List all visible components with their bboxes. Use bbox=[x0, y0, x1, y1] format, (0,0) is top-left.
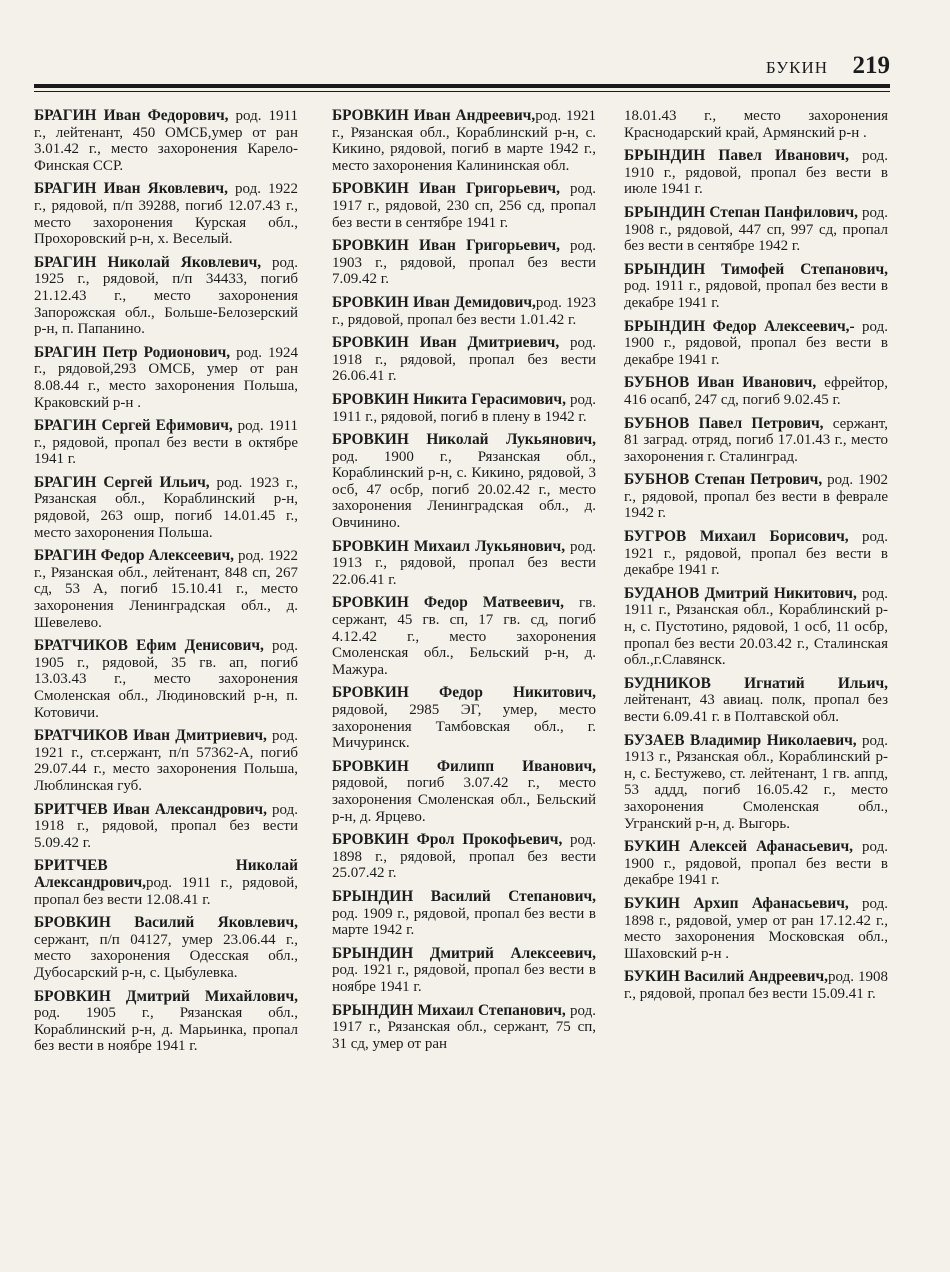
entry-name: БРОВКИН Михаил Лукьянович, bbox=[332, 537, 566, 555]
entry-name: БУГРОВ Михаил Борисович, bbox=[624, 528, 849, 546]
entry bbox=[332, 832, 596, 882]
running-head: БУКИН bbox=[765, 58, 828, 77]
entry bbox=[34, 345, 298, 411]
entry bbox=[332, 946, 596, 996]
entry bbox=[624, 262, 888, 312]
entry-name: БРОВКИН Иван Григорьевич, bbox=[332, 237, 560, 255]
entry-text: род. 1913 г., рядовой, пропал без вести 22.06.41 г. bbox=[332, 538, 596, 588]
entry-name: БРОВКИН Федор Никитович, bbox=[332, 684, 596, 702]
entry bbox=[34, 915, 298, 981]
entry-name: БРЫНДИН Дмитрий Алексеевич, bbox=[332, 944, 596, 962]
entry-text: род. 1922 г., Рязанская обл., лейтенант, 848 сп, 267 сд, 53 А, погиб 15.10.41 г., место захоронения Ленинградская обл., д. Шевелево. bbox=[34, 548, 298, 631]
entry-text: род. 1924 г., рядовой,293 ОМСБ, умер от ран 8.08.44 г., место захоронения Польша, Краковский р-н . bbox=[34, 344, 298, 411]
entry bbox=[34, 858, 298, 908]
header-rule-thin bbox=[34, 91, 890, 92]
entry-text: род. 1900 г., рядовой, пропал без вести в декабре 1941 г. bbox=[624, 318, 889, 368]
entry-name: БРИТЧЕВ Иван Александрович, bbox=[34, 800, 267, 818]
entry bbox=[332, 335, 596, 385]
entry-name: БУДНИКОВ Игнатий Ильич, bbox=[624, 674, 888, 692]
entry bbox=[332, 685, 596, 751]
entry bbox=[624, 586, 888, 669]
entry bbox=[34, 255, 298, 338]
entry-name: БРЫНДИН Василий Степанович, bbox=[332, 887, 596, 905]
entry bbox=[34, 802, 298, 852]
entry-text: рядовой, 2985 ЭГ, умер, место захоронения Тамбовская обл., г. Мичуринск. bbox=[332, 702, 596, 752]
entry-text: род. 1905 г., Рязанская обл., Кораблинский р-н, д. Марьинка, пропал без вести в ноябре 1941 г. bbox=[34, 1005, 298, 1055]
entry bbox=[332, 108, 596, 174]
entry-text: род. 1898 г., рядовой, пропал без вести 25.07.42 г. bbox=[332, 832, 596, 882]
entry-text: род. 1923 г., рядовой, пропал без вести 1.01.42 г. bbox=[332, 294, 596, 328]
entry-name: БРОВКИН Николай Лукьянович, bbox=[332, 431, 596, 449]
entry-name: БРАТЧИКОВ Иван Дмитриевич, bbox=[34, 727, 267, 745]
entry-name: БРАГИН Иван Федорович, bbox=[34, 107, 229, 124]
entry-text: род. 1911 г., рядовой, пропал без вести в октябре 1941 г. bbox=[34, 418, 298, 468]
entry-name: БРОВКИН Иван Дмитриевич, bbox=[332, 334, 560, 352]
entry-name: БРАГИН Николай Яковлевич, bbox=[34, 253, 262, 271]
header-rule-thick bbox=[34, 84, 890, 88]
entry-name: БРЫНДИН Степан Панфилович, bbox=[624, 203, 858, 221]
entry-name: БРОВКИН Василий Яковлевич, bbox=[34, 914, 298, 932]
entry-text: гв. сержант, 45 гв. сп, 17 гв. сд, погиб 4.12.42 г., место захоронения Смоленская обл., Бельский р-н, д. Мажура. bbox=[332, 595, 596, 678]
entry bbox=[624, 839, 888, 889]
entry-name: БУБНОВ Павел Петрович, bbox=[624, 414, 824, 432]
entry-name: БРАГИН Иван Яковлевич, bbox=[34, 180, 228, 198]
entry-text: род. 1908 г., рядовой, 447 сп, 997 сд, пропал без вести в сентябре 1942 г. bbox=[624, 204, 889, 255]
entry-text: род. 1911 г., лейтенант, 450 ОМСБ,умер от ран 3.01.42 г., место захоронения Карело-Финская ССР. bbox=[34, 108, 298, 174]
entry-name: БУКИН Алексей Афанасьевич, bbox=[624, 838, 854, 856]
entry bbox=[34, 728, 298, 794]
entry bbox=[624, 529, 888, 579]
entry-name: БРАГИН Федор Алексеевич, bbox=[34, 547, 235, 565]
entry bbox=[332, 759, 596, 825]
entry-text: род. 1911 г., рядовой, пропал без вести в декабре 1941 г. bbox=[624, 278, 888, 311]
entry-name: БРОВКИН Федор Матвеевич, bbox=[332, 594, 564, 612]
entry bbox=[332, 392, 596, 425]
entry-text: род. 1898 г., рядовой, умер от ран 17.12.42 г., место захоронения Московская обл., Шаховский р-н . bbox=[624, 895, 889, 962]
entry-name: БУДАНОВ Дмитрий Никитович, bbox=[624, 584, 857, 602]
entry-name: БУБНОВ Степан Петрович, bbox=[624, 471, 823, 489]
entry-text: род. 1917 г., рядовой, 230 сп, 256 сд, пропал без вести в сентябре 1941 г. bbox=[332, 181, 597, 231]
entry-text: род. 1913 г., Рязанская обл., Кораблинский р-н, с. Бестужево, ст. лейтенант, 1 гв. аппд, 53 аддд, погиб 16.05.42 г., место захоронения Смоленская обл., Угранский р-н, д. Выгорь. bbox=[624, 732, 889, 832]
entry bbox=[34, 638, 298, 721]
entry-text: род. 1911 г., Рязанская обл., Кораблинский р-н, с. Пустотино, рядовой, 1 осб, 11 осбр, пропал без вести 20.03.42 г., Сталинская обл.,г.Славянск. bbox=[624, 585, 888, 669]
entry-text: род. 1921 г., Рязанская обл., Кораблинский р-н, с. Кикино, рядовой, погиб в марте 1942 г., место захоронения Калининская обл. bbox=[332, 108, 596, 174]
entry-text: род. 1918 г., рядовой, пропал без вести 5.09.42 г. bbox=[34, 801, 298, 851]
entry-name: БРИТЧЕВ Николай Александрович, bbox=[34, 857, 298, 891]
entry-text: 18.01.43 г., место захоронения Краснодарский край, Армянский р-н . bbox=[624, 108, 888, 141]
entry bbox=[624, 205, 888, 255]
entry-text: род. 1925 г., рядовой, п/п 34433, погиб 21.12.43 г., место захоронения Запорожская обл., Больше-Белозерский р-н, п. Папанино. bbox=[34, 254, 299, 338]
entry-text: род. 1908 г., рядовой, пропал без вести 15.09.41 г. bbox=[624, 969, 888, 1002]
entry-text: род. 1921 г., рядовой, пропал без вести в ноябре 1941 г. bbox=[332, 962, 596, 995]
entry-name: БРАГИН Петр Родионович, bbox=[34, 343, 231, 361]
entry-text: род. 1921 г., ст.сержант, п/п 57362-А, погиб 29.07.44 г., место захоронения Польша, Люблинская губ. bbox=[34, 728, 299, 794]
entry-name: БРОВКИН Иван Андреевич, bbox=[332, 107, 536, 124]
entry-name: БРЫНДИН Федор Алексеевич,- bbox=[624, 317, 855, 335]
entry-text: род. 1911 г., рядовой, пропал без вести 12.08.41 г. bbox=[34, 874, 298, 908]
entry bbox=[34, 108, 298, 174]
entry-name: БУЗАЕВ Владимир Николаевич, bbox=[624, 731, 857, 749]
entry-text: род. 1910 г., рядовой, пропал без вести в июле 1941 г. bbox=[624, 148, 889, 198]
entry-name: БРЫНДИН Михаил Степанович, bbox=[332, 1001, 566, 1019]
entry bbox=[332, 595, 596, 678]
entry bbox=[624, 319, 888, 369]
entry-text: род. 1909 г., рядовой, пропал без вести в марте 1942 г. bbox=[332, 905, 596, 939]
entry-name: БРАГИН Сергей Ефимович, bbox=[34, 417, 233, 435]
entry-text: род. 1922 г., рядовой, п/п 39288, погиб 12.07.43 г., место захоронения Курская обл., Прохоровский р-н, х. Веселый. bbox=[34, 181, 299, 248]
entry-text: ефрейтор, 416 осапб, 247 сд, погиб 9.02.45 г. bbox=[624, 375, 888, 408]
entry-text: рядовой, погиб 3.07.42 г., место захоронения Смоленская обл., Бельский р-н, д. Ярцево. bbox=[332, 775, 596, 825]
entry bbox=[332, 238, 596, 288]
entry bbox=[624, 416, 888, 466]
entry-text: род. 1918 г., рядовой, пропал без вести 26.06.41 г. bbox=[332, 335, 596, 385]
entry bbox=[332, 432, 596, 532]
entry-text: род. 1900 г., рядовой, пропал без вести в декабре 1941 г. bbox=[624, 839, 888, 889]
entry-text: род. 1911 г., рядовой, погиб в плену в 1942 г. bbox=[332, 391, 597, 425]
entry-text: род. 1902 г., рядовой, пропал без вести в феврале 1942 г. bbox=[624, 472, 889, 522]
entry-continuation bbox=[624, 108, 888, 141]
entry bbox=[624, 676, 888, 726]
entry-name: БРОВКИН Дмитрий Михайлович, bbox=[34, 987, 298, 1005]
entry-text: сержант, 81 заград. отряд, погиб 17.01.43 г., место захоронения г. Сталинград. bbox=[624, 415, 888, 465]
entry-name: БУКИН Василий Андреевич, bbox=[624, 968, 829, 986]
entry-name: БРАГИН Сергей Ильич, bbox=[34, 473, 210, 491]
entry-name: БРОВКИН Иван Демидович, bbox=[332, 293, 536, 311]
entry-name: БУБНОВ Иван Иванович, bbox=[624, 374, 817, 392]
entry-text: род. 1900 г., Рязанская обл., Кораблинский р-н, с. Кикино, рядовой, 3 осб, 47 осбр, погиб 20.02.42 г., место захоронения Ленинградская обл., д. Овчинино. bbox=[332, 448, 596, 532]
entry bbox=[332, 181, 596, 231]
entry-name: БРОВКИН Филипп Иванович, bbox=[332, 757, 596, 775]
entry bbox=[34, 418, 298, 468]
entry-text: род. 1903 г., рядовой, пропал без вести 7.09.42 г. bbox=[332, 238, 597, 288]
page-header bbox=[34, 52, 890, 80]
entry-name: БРЫНДИН Павел Иванович, bbox=[624, 147, 849, 165]
entry bbox=[34, 989, 298, 1055]
entry-text: лейтенант, 43 авиац. полк, пропал без вести 6.09.41 г. в Полтавской обл. bbox=[624, 692, 888, 725]
entry-text: род. 1923 г., Рязанская обл., Кораблинский р-н, рядовой, 263 ошр, погиб 14.01.45 г., место захоронения Польша. bbox=[34, 474, 299, 541]
entry bbox=[624, 472, 888, 522]
entry-name: БРОВКИН Иван Григорьевич, bbox=[332, 180, 560, 198]
entry bbox=[332, 889, 596, 939]
entry bbox=[624, 148, 888, 198]
entry bbox=[624, 896, 888, 962]
entry-text: род. 1905 г., рядовой, 35 гв. ап, погиб 13.03.43 г., место захоронения Смоленская обл., Людиновский р-н, п. Котовичи. bbox=[34, 638, 298, 721]
page-number: 219 bbox=[852, 52, 890, 79]
text-column-2 bbox=[332, 108, 596, 1059]
entry-name: БУКИН Архип Афанасьевич, bbox=[624, 894, 849, 912]
entry bbox=[34, 181, 298, 247]
entry bbox=[34, 548, 298, 631]
entry-name: БРОВКИН Никита Герасимович, bbox=[332, 390, 566, 408]
entry bbox=[34, 475, 298, 541]
entry-name: БРЫНДИН Тимофей Степанович, bbox=[624, 260, 888, 278]
entry bbox=[332, 1003, 596, 1053]
entry bbox=[332, 539, 596, 589]
entry bbox=[624, 733, 888, 833]
entry-text: род. 1921 г., рядовой, пропал без вести в декабре 1941 г. bbox=[624, 529, 888, 579]
entry-text: род. 1917 г., Рязанская обл., сержант, 75 сп, 31 сд, умер от ран bbox=[332, 1002, 596, 1052]
entry-text: сержант, п/п 04127, умер 23.06.44 г., место захоронения Одесская обл., Дубосарский р-н, с. Цыбулевка. bbox=[34, 931, 298, 981]
entry-name: БРОВКИН Фрол Прокофьевич, bbox=[332, 831, 563, 849]
entry bbox=[332, 295, 596, 328]
text-column-3 bbox=[624, 108, 888, 1010]
entry-name: БРАТЧИКОВ Ефим Денисович, bbox=[34, 637, 264, 655]
entry bbox=[624, 375, 888, 408]
text-column-1 bbox=[34, 108, 298, 1062]
entry bbox=[624, 969, 888, 1002]
